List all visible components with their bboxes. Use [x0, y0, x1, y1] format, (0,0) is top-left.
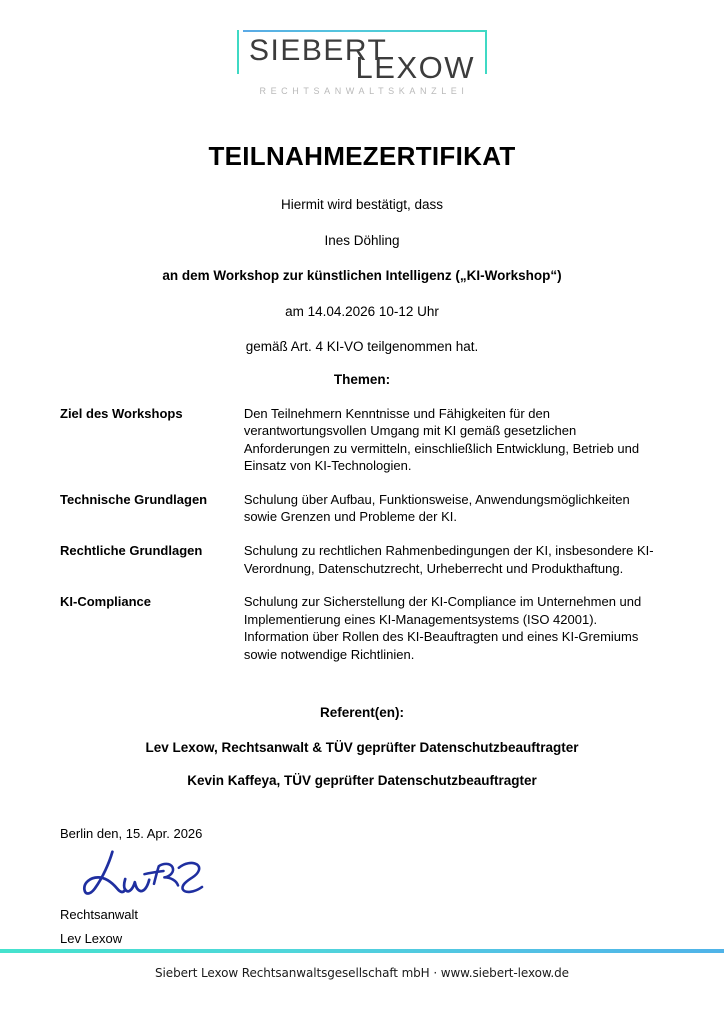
signatory-role: Rechtsanwalt [60, 907, 139, 923]
table-row [60, 593, 664, 679]
speakers-heading: Referent(en): [319, 705, 404, 721]
workshop-date-line: am 14.04.2026 10-12 Uhr [285, 303, 439, 319]
topic-description: Den Teilnehmern Kenntnisse und Fähigkeiten für den verantwortungsvollen Umgang mit KI gemäß gesetzlichen Anforderungen zu vermitteln, einschließlich Entwicklung, Betrieb und Einsatz von KI-Technologien. [243, 405, 640, 474]
footer-spacer [0, 980, 724, 1024]
logo-subtitle: RECHTSANWALTSKANZLEI [259, 86, 469, 96]
certificate-title: TEILNAHMEZERTIFIKAT [208, 141, 516, 171]
logo-word-lexow: LEXOW [355, 50, 475, 85]
logo-bracket-left-icon [237, 30, 239, 74]
signatory-name: Lev Lexow [60, 931, 123, 947]
speakers-section [0, 705, 724, 788]
table-row [60, 542, 664, 593]
topic-label: Technische Grundlagen [60, 491, 208, 507]
logo-bracket-right-icon [485, 30, 487, 74]
table-row [60, 405, 664, 491]
topics-heading: Themen: [333, 371, 391, 387]
table-row [60, 491, 664, 542]
topic-label: KI-Compliance [60, 594, 152, 610]
topic-label: Ziel des Workshops [60, 405, 183, 421]
legal-basis-line: gemäß Art. 4 KI-VO teilgenommen hat. [245, 339, 479, 355]
participant-name: Ines Döhling [324, 232, 400, 248]
footer-company-line: Siebert Lexow Rechtsanwaltsgesellschaft mbH · www.siebert-lexow.de [155, 966, 569, 980]
signature-block [60, 826, 390, 951]
handwritten-signature-icon [74, 847, 234, 903]
topics-table [60, 405, 664, 680]
topic-description: Schulung über Aufbau, Funktionsweise, Anwendungsmöglichkeiten sowie Grenzen und Probleme der KI. [243, 491, 630, 525]
logo-word-siebert: SIEBERT [249, 34, 388, 67]
signature-place-date: Berlin den, 15. Apr. 2026 [60, 826, 203, 842]
page-footer [0, 949, 724, 1024]
topic-description: Schulung zur Sicherstellung der KI-Compliance im Unternehmen und Implementierung eines KI-Managementsystems (ISO 42001). Information über Rollen des KI-Beauftragten und eines KI-Gremiums sowie notwendige Richtlinien. [243, 594, 642, 662]
certificate-intro [0, 196, 724, 356]
topic-label: Rechtliche Grundlagen [60, 543, 203, 559]
speaker-entry: Lev Lexow, Rechtsanwalt & TÜV geprüfter Datenschutzbeauftragter [145, 740, 579, 756]
intro-line-confirmation: Hiermit wird bestätigt, dass [280, 197, 444, 212]
topic-description: Schulung zu rechtlichen Rahmenbedingungen der KI, insbesondere KI-Verordnung, Datenschutzrecht, Urheberrecht und Produkthaftung. [243, 543, 654, 576]
logo-frame [237, 28, 487, 83]
workshop-title-line: an dem Workshop zur künstlichen Intelligenz („KI-Workshop“) [162, 268, 562, 284]
company-logo [237, 0, 487, 96]
logo-gradient-rule [243, 30, 485, 32]
speaker-entry: Kevin Kaffeya, TÜV geprüfter Datenschutzbeauftragter [187, 773, 537, 789]
